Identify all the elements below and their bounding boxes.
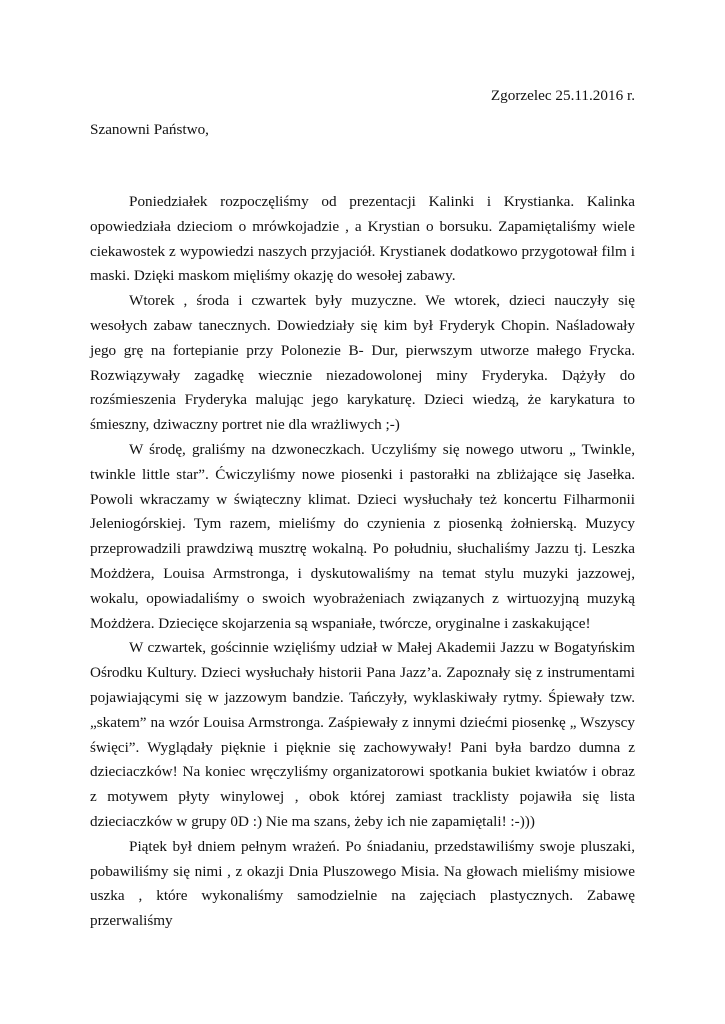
paragraph-friday: Piątek był dniem pełnym wrażeń. Po śniadaniu, przedstawiliśmy swoje pluszaki, pobawiliśmy się nimi , z okazji Dnia Pluszowego Misia. Na głowach mieliśmy misiowe uszka , które wykonaliśmy samodzielnie na zajęciach plastycznych. Zabawę przerwaliśmy	[90, 837, 635, 930]
paragraph-thursday: W czwartek, gościnnie wzięliśmy udział w Małej Akademii Jazzu w Bogatyńskim Ośrodku Kultury. Dzieci wysłuchały historii Pana Jazz’a. Zapoznały się z instrumentami pojawiającymi się w jazzowym bandzie. Tańczyły, wyklaskiwały rytmy. Śpiewały tzw. „skatem” na wzór Louisa Armstronga. Zaśpiewały z innymi dziećmi piosenkę „ Wszyscy święci”. Wyglądały pięknie i pięknie się zachowywały! Pani była bardzo dumna z dzieciaczków! Na koniec wręczyliśmy organizatorowi spotkania bukiet kwiatów i obraz z motywem płyty winylowej , obok której zamiast tracklisty pojawiła się lista dzieciaczków w grupy 0D :) Nie ma szans, żeby ich nie zapamiętali! :-)))	[90, 639, 635, 830]
letter-body	[90, 190, 635, 934]
letter-date: Zgorzelec 25.11.2016 r.	[490, 87, 635, 104]
paragraph-wednesday: W środę, graliśmy na dzwoneczkach. Uczyliśmy się nowego utworu „ Twinkle, twinkle little star”. Ćwiczyliśmy nowe piosenki i pastorałki na zbliżające się Jasełka. Powoli wkraczamy w świąteczny klimat. Dzieci wysłuchały też koncertu Filharmonii Jeleniogórskiej. Tym razem, mieliśmy do czynienia z piosenką żołnierską. Muzycy przeprowadzili prawdziwą musztrę wokalną. Po południu, słuchaliśmy Jazzu tj. Leszka Możdżera, Louisa Armstronga, i dyskutowaliśmy na temat stylu muzyki jazzowej, wokalu, opowiadaliśmy o swoich wyobrażeniach związanych z wirtuozyjną muzyką Możdżera. Dziecięce skojarzenia są wspaniałe, twórcze, oryginalne i zaskakujące!	[90, 440, 635, 632]
letter-salutation: Szanowni Państwo,	[90, 121, 209, 138]
paragraph-tuesday: Wtorek , środa i czwartek były muzyczne. We wtorek, dzieci nauczyły się wesołych zabaw tanecznych. Dowiedziały się kim był Fryderyk Chopin. Naśladowały jego grę na fortepianie przy Polonezie B- Dur, pierwszym utworze małego Frycka. Rozwiązywały zagadkę wiecznie niezadowolonej miny Fryderyka. Dążyły do rozśmieszenia Fryderyka malując jego karykaturę. Dzieci wiedzą, że karykatura to śmieszny, dziwaczny portret nie dla wrażliwych ;-)	[90, 292, 635, 434]
paragraph-monday: Poniedziałek rozpoczęliśmy od prezentacji Kalinki i Krystianka. Kalinka opowiedziała dzieciom o mrówkojadzie , a Krystian o borsuku. Zapamiętaliśmy wiele ciekawostek z wypowiedzi naszych przyjaciół. Krystianek dodatkowo przygotował film i maski. Dzięki maskom mięliśmy okazję do wesołej zabawy.	[90, 193, 635, 285]
